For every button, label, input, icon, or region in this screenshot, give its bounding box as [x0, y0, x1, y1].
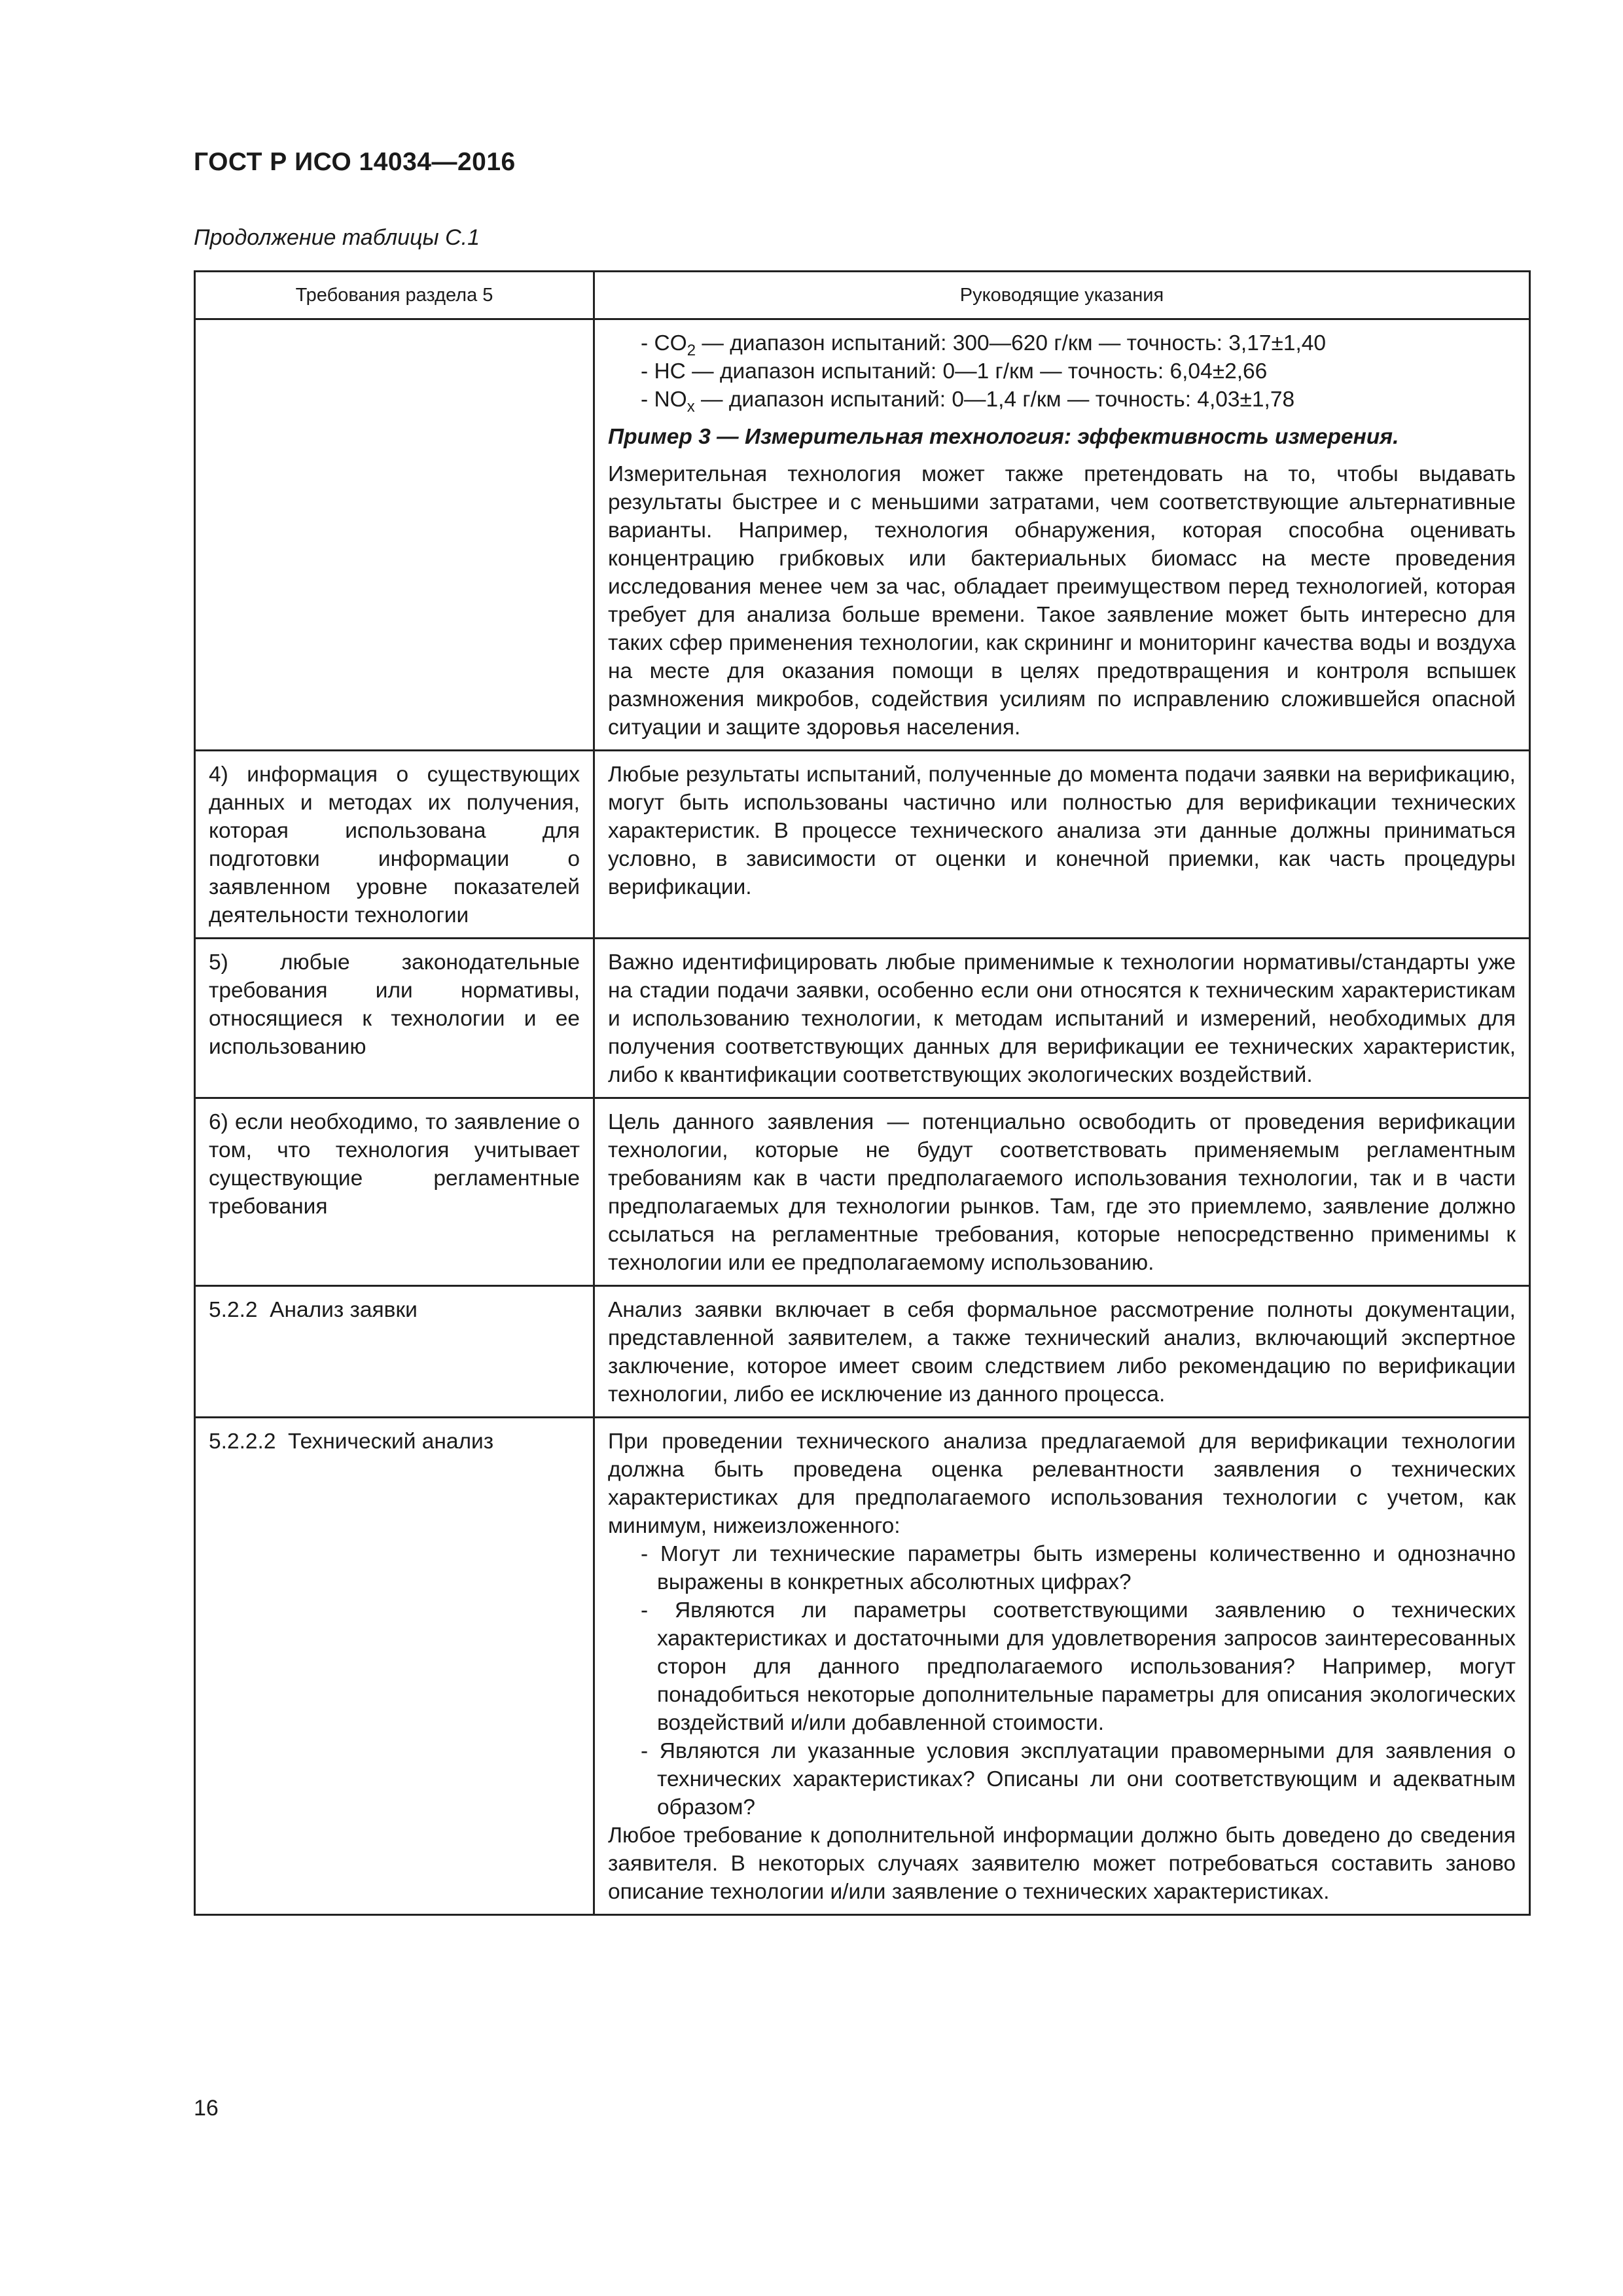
table-row — [195, 1418, 1530, 1915]
example-title: Пример 3 — Измерительная технология: эффективность измерения. — [608, 425, 1399, 449]
guidance-intro: При проведении технического анализа предлагаемой для верификации технологии должна быть проведена оценка релевантности заявления о технических характеристиках для предполагаемого использования технологии с учетом, как минимум, нижеизложенного: — [608, 1429, 1516, 1538]
table-header-row — [195, 272, 1530, 319]
test-range-line: - $CO_2$ — диапазон испытаний: 300—620 г/км — точность: 3,17±1,40 — [641, 331, 1327, 359]
test-range-line: - HC — диапазон испытаний: 0—1 г/км — точность: 6,04±2,66 — [641, 359, 1268, 384]
document-id-header: ГОСТ Р ИСО 14034—2016 — [194, 148, 516, 176]
requirement-cell: 5) любые законодательные требования или нормативы, относящиеся к технологии и ее использованию — [195, 939, 594, 1098]
requirement-cell: 4) информация о существующих данных и методах их получения, которая использована для подготовки информации о заявленном уровне показателей деятельности технологии — [195, 751, 594, 939]
requirement-cell: 5.2.2 Анализ заявки — [195, 1286, 594, 1418]
list-item: - Являются ли указанные условия эксплуатации правомерными для заявления о технических характеристиках? Описаны ли они соответствующим и адекватным образом? — [641, 1739, 1516, 1820]
requirements-guidance-table — [194, 270, 1531, 1916]
table-continuation-caption: Продолжение таблицы С.1 — [194, 225, 480, 250]
column-header-guidance: Руководящие указания — [594, 272, 1530, 319]
table-row — [195, 319, 1530, 751]
guidance-cell: Важно идентифицировать любые применимые к технологии нормативы/стандарты уже на стадии подачи заявки, особенно если они относятся к техническим характеристикам и использованию технологии, к методам испытаний и измерений, необходимых для получения соответствующих данных для верификации ее технических характеристик, либо к квантификации соответствующих экологических воздействий. — [594, 939, 1530, 1098]
table-row — [195, 751, 1530, 939]
table-row — [195, 1286, 1530, 1418]
guidance-cell — [594, 1418, 1530, 1915]
guidance-paragraph: Измерительная технология может также претендовать на то, чтобы выдавать результаты быстрее и с меньшими затратами, чем соответствующие альтернативные варианты. Например, технология обнаружения, которая способна оценивать концентрацию грибковых или бактериальных биомасс на месте проведения исследования менее чем за час, обладает преимуществом перед технологией, которая требует для анализа больше времени. Такое заявление может быть интересно для таких сфер применения технологии, как скрининг и мониторинг качества воды и воздуха на месте для оказания помощи в целях предотвращения и контроля вспышек размножения микробов, содействия усилиям по исправлению сложившейся опасной ситуации и защите здоровья населения. — [608, 462, 1516, 740]
requirement-cell — [195, 319, 594, 751]
requirement-cell: 6) если необходимо, то заявление о том, что технология учитывает существующие регламентные требования — [195, 1098, 594, 1286]
test-range-line: - $NO_x$ — диапазон испытаний: 0—1,4 г/км — точность: 4,03±1,78 — [641, 387, 1295, 416]
page-number: 16 — [194, 2096, 219, 2121]
column-header-requirements: Требования раздела 5 — [195, 272, 594, 319]
guidance-cell — [594, 319, 1530, 751]
list-item: - Являются ли параметры соответствующими заявлению о технических характеристиках и достаточными для удовлетворения запросов заинтересованных сторон для данного предполагаемого использования? Например, могут понадобиться некоторые дополнительные параметры для описания экологических воздействий и/или добавленной стоимости. — [641, 1598, 1516, 1735]
list-item: - Могут ли технические параметры быть измерены количественно и однозначно выражены в конкретных абсолютных цифрах? — [641, 1542, 1516, 1594]
requirement-cell: 5.2.2.2 Технический анализ — [195, 1418, 594, 1915]
table-row — [195, 939, 1530, 1098]
table-row — [195, 1098, 1530, 1286]
guidance-cell: Любые результаты испытаний, полученные до момента подачи заявки на верификацию, могут быть использованы частично или полностью для верификации технических характеристик. В процессе технического анализа эти данные должны приниматься условно, в зависимости от оценки и конечной приемки, как часть процедуры верификации. — [594, 751, 1530, 939]
guidance-outro: Любое требование к дополнительной информации должно быть доведено до сведения заявителя. В некоторых случаях заявителю может потребоваться составить заново описание технологии и/или заявление о технических характеристиках. — [608, 1823, 1516, 1904]
guidance-cell: Цель данного заявления — потенциально освободить от проведения верификации технологии, которые не будут соответствовать применяемым регламентным требованиям как в части предполагаемого использования технологии, так и в части предполагаемых для технологии рынков. Там, где это приемлемо, заявление должно ссылаться на регламентные требования, которые непосредственно применимы к технологии или ее предполагаемому использованию. — [594, 1098, 1530, 1286]
guidance-cell: Анализ заявки включает в себя формальное рассмотрение полноты документации, представленной заявителем, а также технический анализ, включающий экспертное заключение, которое имеет своим следствием либо рекомендацию по верификации технологии, либо ее исключение из данного процесса. — [594, 1286, 1530, 1418]
